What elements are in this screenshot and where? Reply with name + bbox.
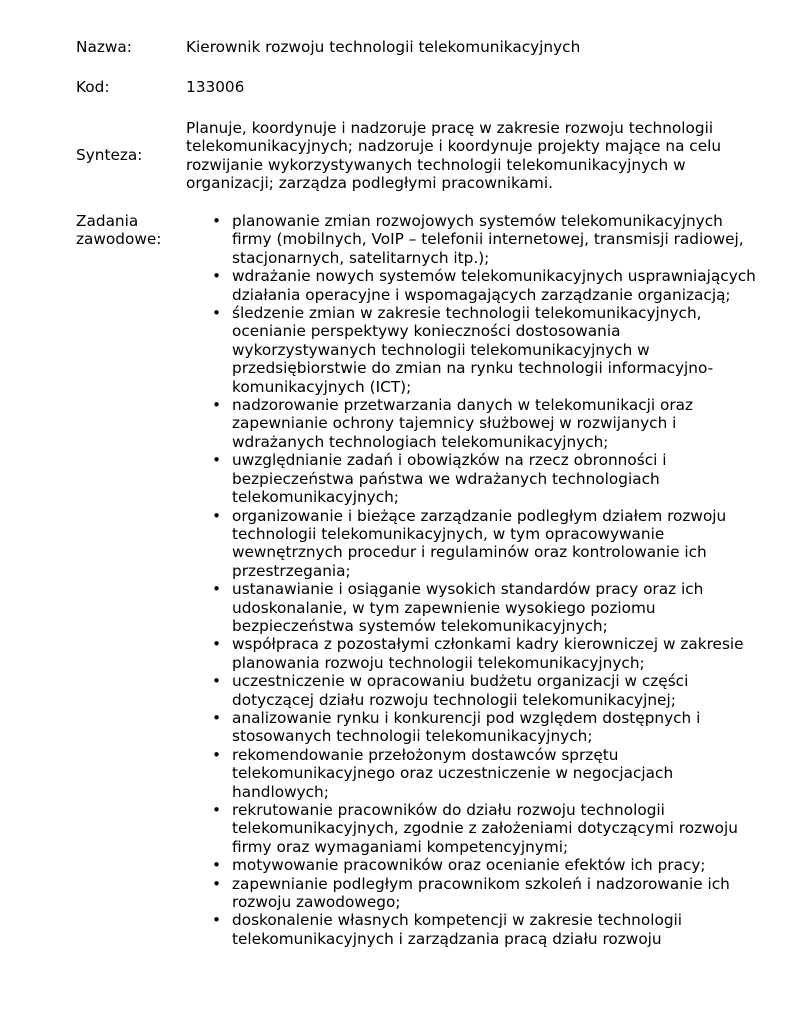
task-text: nadzorowanie przetwarzania danych w telekomunikacji oraz zapewnianie ochrony tajemnicy służbowej w rozwijanych i wdrażanych technologiach telekomunikacyjnych;: [232, 396, 694, 451]
list-item: [186, 746, 756, 801]
task-text: zapewnianie podległym pracownikom szkoleń i nadzorowanie ich rozwoju zawodowego;: [232, 874, 730, 912]
list-item: [186, 451, 756, 506]
task-text: śledzenie zmian w zakresie technologii telekomunikacyjnych, ocenianie perspektywy konieczności dostosowania wykorzystywanych technologii telekomunikacyjnych w przedsiębiorstwie do zmian na rynku technologii informacyjno-komunikacyjnych (ICT);: [232, 304, 714, 396]
list-item: [186, 635, 756, 672]
task-text: uczestniczenie w opracowaniu budżetu organizacji w części dotyczącej działu rozwoju technologii telekomunikacyjnej;: [232, 672, 689, 709]
list-item: [186, 267, 756, 304]
task-text: współpraca z pozostałymi członkami kadry kierowniczej w zakresie planowania rozwoju technologii telekomunikacyjnych;: [232, 635, 744, 672]
bullet-icon: •: [212, 635, 222, 654]
list-item: [186, 304, 756, 396]
list-item: [186, 507, 756, 581]
bullet-icon: •: [212, 801, 222, 819]
synthesis-label: Synteza:: [76, 146, 143, 164]
tasks-label: Zadania zawodowe:: [76, 212, 162, 249]
code-label: Kod:: [76, 78, 110, 96]
bullet-icon: •: [212, 911, 222, 930]
bullet-icon: •: [212, 856, 222, 875]
bullet-icon: •: [212, 212, 222, 230]
task-text: analizowanie rynku i konkurencji pod względem dostępnych i stosowanych technologii telekomunikacyjnych;: [232, 708, 701, 746]
task-text: motywowanie pracowników oraz ocenianie efektów ich pracy;: [232, 856, 706, 875]
task-text: planowanie zmian rozwojowych systemów telekomunikacyjnych firmy (mobilnych, VoIP – telefonii internetowej, transmisji radiowej, stacjonarnych, satelitarnych itp.);: [232, 212, 744, 267]
bullet-icon: •: [212, 267, 222, 286]
bullet-icon: •: [212, 874, 222, 893]
list-item: [186, 709, 756, 746]
list-item: [186, 801, 756, 856]
bullet-icon: •: [212, 672, 222, 691]
task-text: rekomendowanie przełożonym dostawców sprzętu telekomunikacyjnego oraz uczestniczenie w negocjacjach handlowych;: [232, 745, 674, 801]
tasks-list: [186, 212, 756, 948]
bullet-icon: •: [212, 745, 222, 764]
task-text: uwzględnianie zadań i obowiązków na rzecz obronności i bezpieczeństwa państwa we wdrażanych technologiach telekomunikacyjnych;: [232, 451, 667, 507]
bullet-icon: •: [212, 580, 222, 599]
list-item: [186, 212, 756, 267]
synthesis-value: Planuje, koordynuje i nadzoruje pracę w zakresie rozwoju technologii telekomunikacyjnych; nadzoruje i koordynuje projekty mające na celu rozwijanie wykorzystywanych technologii telekomunikacyjnych w organizacji; zarządza podległymi pracownikami.: [186, 119, 722, 193]
list-item: [186, 396, 756, 451]
bullet-icon: •: [212, 506, 222, 525]
code-value: 133006: [186, 78, 245, 96]
bullet-icon: •: [212, 396, 222, 415]
name-value: Kierownik rozwoju technologii telekomunikacyjnych: [186, 38, 581, 56]
bullet-icon: •: [212, 708, 222, 727]
bullet-icon: •: [212, 304, 222, 323]
list-item: [186, 672, 756, 709]
list-item: [186, 875, 756, 912]
task-text: wdrażanie nowych systemów telekomunikacyjnych usprawniających działania operacyjne i wspomagających zarządzanie organizacją;: [232, 267, 756, 304]
list-item: [186, 856, 756, 874]
task-text: rekrutowanie pracowników do działu rozwoju technologii telekomunikacyjnych, zgodnie z założeniami dotyczącymi rozwoju firmy oraz wymaganiami kompetencyjnymi;: [232, 801, 738, 856]
task-text: ustanawianie i osiąganie wysokich standardów pracy oraz ich udoskonalanie, w tym zapewnienie wysokiego poziomu bezpieczeństwa systemów telekomunikacyjnych;: [232, 580, 704, 635]
task-text: organizowanie i bieżące zarządzanie podległym działem rozwoju technologii telekomunikacyjnych, w tym opracowywanie wewnętrznych procedur i regulaminów oraz kontrolowanie ich przestrzegania;: [232, 506, 727, 580]
list-item: [186, 580, 756, 635]
list-item: [186, 911, 756, 948]
name-label: Nazwa:: [76, 38, 132, 56]
bullet-icon: •: [212, 451, 222, 470]
task-text: doskonalenie własnych kompetencji w zakresie technologii telekomunikacyjnych i zarządzania pracą działu rozwoju: [232, 911, 683, 948]
